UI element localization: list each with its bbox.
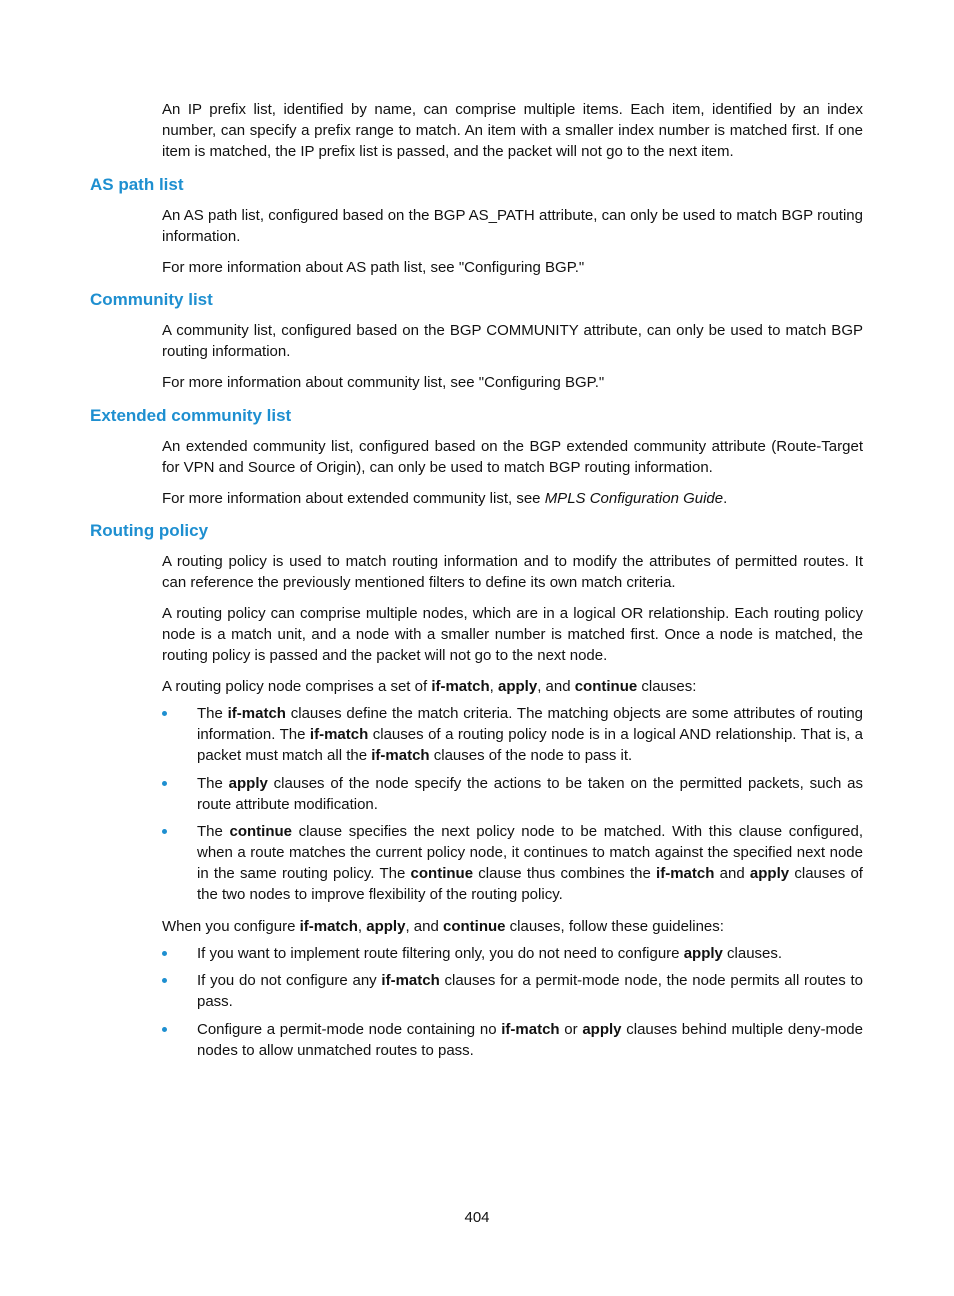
keyword-if-match: if-match xyxy=(381,972,440,989)
text-run: clauses for a permit-mode node, the node permits all routes to pass. xyxy=(197,972,863,1010)
keyword-apply: apply xyxy=(582,1021,622,1038)
keyword-if-match: if-match xyxy=(299,918,358,935)
page-number: 404 xyxy=(464,1209,490,1226)
bullet-icon xyxy=(162,978,167,983)
routing-policy-paragraph-2: A routing policy can comprise multiple nodes, which are in a logical OR relationship. Each routing policy node is a match unit, and a node with a smaller number is matched first. Once a node is matched, the routing policy is passed and the packet will not go to the next node. xyxy=(162,605,863,664)
text-run: The xyxy=(197,775,229,792)
keyword-continue: continue xyxy=(410,865,474,882)
bullet-icon xyxy=(162,1027,167,1032)
bullet-icon xyxy=(162,781,167,786)
text-run: If you want to implement route filtering only, you do not need to configure xyxy=(197,945,684,962)
keyword-apply: apply xyxy=(683,945,723,962)
ext-community-paragraph-2 xyxy=(162,488,863,509)
text-run: or xyxy=(559,1021,583,1038)
ext-community-p2-end: . xyxy=(723,490,728,507)
text-run: clause thus combines the xyxy=(473,865,657,882)
ext-community-p2-text: For more information about extended community list, see xyxy=(162,490,545,507)
heading-extended-community-list: Extended community list xyxy=(90,406,292,425)
keyword-if-match: if-match xyxy=(227,705,286,722)
text-run: , and xyxy=(537,678,575,695)
keyword-if-match: if-match xyxy=(501,1021,560,1038)
text-run: If you do not configure any xyxy=(197,972,382,989)
text-run: clauses behind multiple deny-mode nodes to allow unmatched routes to pass. xyxy=(197,1021,863,1059)
text-run: , xyxy=(489,678,498,695)
ext-community-paragraph-1: An extended community list, configured based on the BGP extended community attribute (Route-Target for VPN and Source of Origin), can only be used to match BGP routing information. xyxy=(162,438,863,476)
text-run: clauses of the node to pass it. xyxy=(429,747,633,764)
text-run: clauses of the two nodes to improve flexibility of the routing policy. xyxy=(197,865,863,903)
text-run: The xyxy=(197,823,230,840)
keyword-apply: apply xyxy=(498,678,538,695)
heading-routing-policy: Routing policy xyxy=(90,521,209,540)
keyword-apply: apply xyxy=(749,865,790,882)
text-run: When you configure xyxy=(162,918,300,935)
text-run: Configure a permit-mode node containing no xyxy=(197,1021,502,1038)
guide-reference: MPLS Configuration Guide xyxy=(544,490,724,507)
keyword-apply: apply xyxy=(366,918,406,935)
keyword-continue: continue xyxy=(442,918,506,935)
keyword-if-match: if-match xyxy=(309,726,369,743)
text-run: clauses. xyxy=(722,945,783,962)
list-item-text xyxy=(197,773,863,815)
text-run: clause specifies the next policy node to be matched. With this clause configured, when a route matches the current policy node, it continues to match against the specified next node in the same routing policy. The xyxy=(197,823,864,882)
bullet-icon xyxy=(162,829,167,834)
heading-community-list: Community list xyxy=(90,290,213,309)
routing-policy-paragraph-3 xyxy=(162,676,863,697)
routing-policy-paragraph-1: A routing policy is used to match routing information and to modify the attributes of permitted routes. It can reference the previously mentioned filters to define its own match criteria. xyxy=(162,553,863,591)
text-run: clauses define the match criteria. The matching objects are some attributes of routing information. The xyxy=(197,705,863,743)
text-run: , and xyxy=(405,918,443,935)
text-run: A routing policy node comprises a set of xyxy=(162,678,432,695)
community-paragraph-2: For more information about community list, see "Configuring BGP." xyxy=(162,374,605,391)
text-run: The xyxy=(197,705,228,722)
as-path-paragraph-2: For more information about AS path list, see "Configuring BGP." xyxy=(162,259,585,276)
keyword-if-match: if-match xyxy=(656,865,715,882)
routing-policy-paragraph-4 xyxy=(162,916,863,937)
text-run: clauses of a routing policy node is in a logical AND relationship. That is, a packet must match all the xyxy=(197,726,863,764)
keyword-if-match: if-match xyxy=(371,747,430,764)
text-run: , xyxy=(357,918,367,935)
bullet-icon xyxy=(162,711,167,716)
intro-paragraph: An IP prefix list, identified by name, can comprise multiple items. Each item, identified by an index number, can specify a prefix range to match. An item with a smaller index number is matched first. If one item is matched, the IP prefix list is passed, and the packet will not go to the next item. xyxy=(162,101,863,160)
keyword-continue: continue xyxy=(229,823,293,840)
list-item-text xyxy=(197,1019,863,1061)
heading-as-path-list: AS path list xyxy=(90,175,184,194)
text-run: clauses: xyxy=(637,678,697,695)
bullet-icon xyxy=(162,951,167,956)
text-run: clauses of the node specify the actions to be taken on the permitted packets, such as route attribute modification. xyxy=(197,775,863,813)
list-item-text xyxy=(197,943,863,964)
as-path-paragraph-1: An AS path list, configured based on the BGP AS_PATH attribute, can only be used to match BGP routing information. xyxy=(162,207,863,245)
list-item-text xyxy=(197,703,863,766)
keyword-if-match: if-match xyxy=(431,678,490,695)
community-paragraph-1: A community list, configured based on the BGP COMMUNITY attribute, can only be used to match BGP routing information. xyxy=(162,322,863,360)
list-item-text xyxy=(197,821,863,905)
keyword-apply: apply xyxy=(228,775,268,792)
text-run: and xyxy=(714,865,750,882)
text-run: clauses, follow these guidelines: xyxy=(505,918,724,935)
list-item-text xyxy=(197,970,863,1012)
keyword-continue: continue xyxy=(574,678,638,695)
